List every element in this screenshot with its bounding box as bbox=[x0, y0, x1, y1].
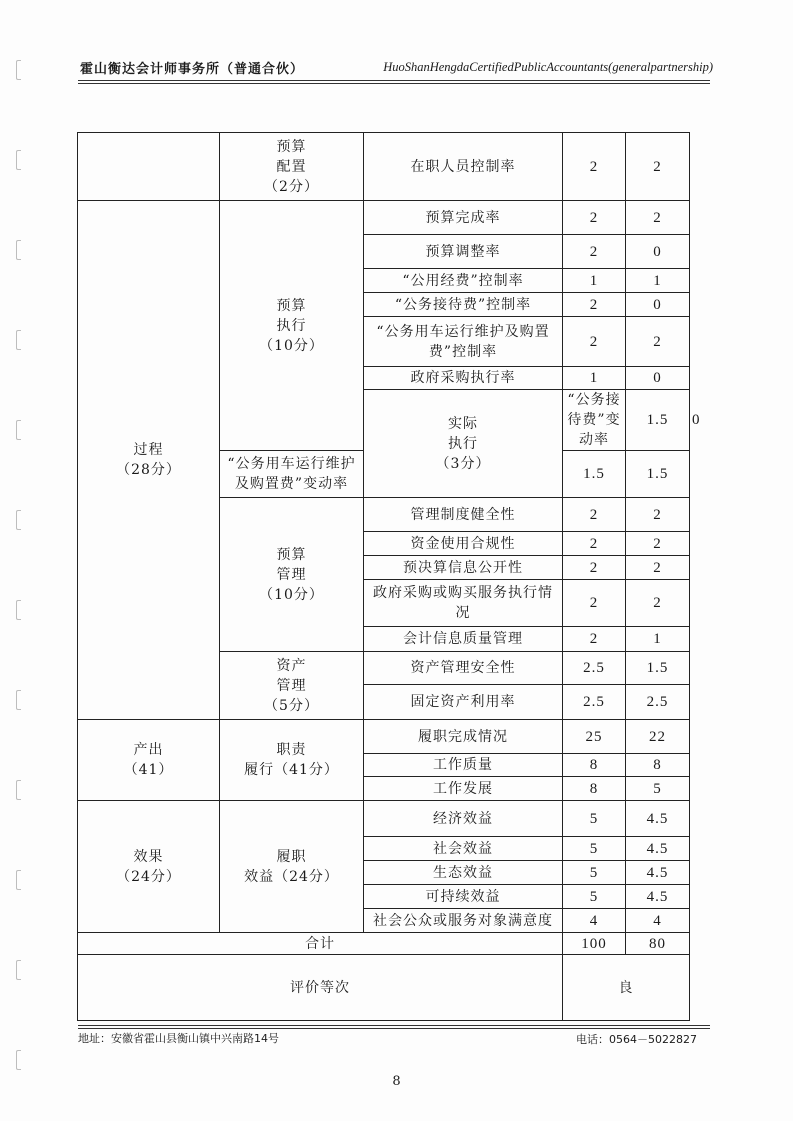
indicator-cell: 政府采购或购买服务执行情况 bbox=[364, 580, 563, 627]
weight-cell: 5 bbox=[563, 885, 626, 909]
indicator-cell: 预决算信息公开性 bbox=[364, 556, 563, 580]
indicator-cell: 资产管理安全性 bbox=[364, 652, 563, 685]
indicator-cell: 社会效益 bbox=[364, 837, 563, 861]
score-cell: 2 bbox=[626, 133, 690, 201]
subcategory-cell: 预算 配置 （2分） bbox=[220, 133, 364, 201]
indicator-cell: 经济效益 bbox=[364, 801, 563, 837]
firm-name-cn: 霍山衡达会计师事务所（普通合伙） bbox=[80, 62, 305, 77]
weight-cell: 5 bbox=[563, 801, 626, 837]
score-cell: 4.5 bbox=[626, 885, 690, 909]
indicator-cell: 可持续效益 bbox=[364, 885, 563, 909]
score-cell: 0 bbox=[626, 235, 690, 269]
weight-cell: 5 bbox=[563, 861, 626, 885]
score-cell: 2 bbox=[626, 201, 690, 235]
grade-label: 评价等次 bbox=[78, 955, 563, 1021]
indicator-cell: “公务接待费”控制率 bbox=[364, 293, 563, 317]
category-cell: 产出 （41） bbox=[78, 720, 220, 801]
header-rule bbox=[78, 80, 710, 81]
evaluation-score-table bbox=[77, 132, 701, 1021]
indicator-cell: 社会公众或服务对象满意度 bbox=[364, 909, 563, 933]
weight-cell: 2 bbox=[563, 317, 626, 367]
weight-cell: 1.5 bbox=[626, 390, 690, 451]
indicator-cell: “公务用车运行维护及购置费”控制率 bbox=[364, 317, 563, 367]
score-cell: 8 bbox=[626, 754, 690, 777]
firm-name-en: HuoShanHengdaCertifiedPublicAccountants(generalpartnership) bbox=[383, 60, 713, 74]
subcategory-cell: 职责 履行（41分） bbox=[220, 720, 364, 801]
weight-cell: 2 bbox=[563, 498, 626, 532]
weight-cell: 2 bbox=[563, 627, 626, 652]
indicator-cell: 资金使用合规性 bbox=[364, 532, 563, 556]
indicator-cell: 固定资产利用率 bbox=[364, 685, 563, 720]
weight-cell: 1.5 bbox=[563, 451, 626, 498]
header-rule-inner bbox=[78, 83, 710, 84]
indicator-cell: 政府采购执行率 bbox=[364, 367, 563, 390]
weight-cell: 5 bbox=[563, 837, 626, 861]
score-cell: 0 bbox=[626, 367, 690, 390]
weight-cell: 2 bbox=[563, 235, 626, 269]
score-cell: 2 bbox=[626, 498, 690, 532]
table-row bbox=[78, 201, 690, 235]
weight-cell: 4 bbox=[563, 909, 626, 933]
table-row bbox=[78, 801, 690, 837]
subcategory-cell: 履职 效益（24分） bbox=[220, 801, 364, 933]
indicator-cell: 预算完成率 bbox=[364, 201, 563, 235]
weight-cell: 1 bbox=[563, 269, 626, 293]
category-cell-empty bbox=[78, 133, 220, 201]
score-cell: 2.5 bbox=[626, 685, 690, 720]
weight-cell: 2 bbox=[563, 201, 626, 235]
score-cell: 1 bbox=[626, 269, 690, 293]
weight-cell: 1 bbox=[563, 367, 626, 390]
grade-row bbox=[78, 955, 690, 1021]
weight-cell: 2.5 bbox=[563, 685, 626, 720]
total-row bbox=[78, 933, 690, 955]
indicator-cell: 会计信息质量管理 bbox=[364, 627, 563, 652]
indicator-cell: 管理制度健全性 bbox=[364, 498, 563, 532]
weight-cell: 2 bbox=[563, 532, 626, 556]
score-cell: 1.5 bbox=[626, 451, 690, 498]
table-row: 实际 执行 （3分） “公务接待费”变动率 1.5 0 bbox=[78, 390, 690, 451]
weight-cell: 2 bbox=[563, 580, 626, 627]
weight-cell: 2.5 bbox=[563, 652, 626, 685]
footer-address: 地址：安徽省霍山县衡山镇中兴南路14号 bbox=[78, 1032, 279, 1045]
weight-cell: 2 bbox=[563, 293, 626, 317]
indicator-cell: 工作质量 bbox=[364, 754, 563, 777]
grade-value: 良 bbox=[563, 955, 690, 1021]
score-cell: 0 bbox=[626, 293, 690, 317]
score-cell: 2 bbox=[626, 317, 690, 367]
table-row bbox=[78, 720, 690, 754]
footer-rule-inner bbox=[78, 1028, 710, 1029]
total-label: 合计 bbox=[78, 933, 563, 955]
score-cell: 4 bbox=[626, 909, 690, 933]
indicator-cell: 生态效益 bbox=[364, 861, 563, 885]
subcategory-cell: 预算 管理 （10分） bbox=[220, 498, 364, 652]
score-cell: 2 bbox=[626, 580, 690, 627]
score-cell: 5 bbox=[626, 777, 690, 801]
weight-cell: 8 bbox=[563, 777, 626, 801]
indicator-cell: 工作发展 bbox=[364, 777, 563, 801]
page-number: 8 bbox=[392, 1074, 401, 1089]
score-cell: 4.5 bbox=[626, 801, 690, 837]
score-cell: 4.5 bbox=[626, 861, 690, 885]
indicator-cell: 在职人员控制率 bbox=[364, 133, 563, 201]
weight-cell: 2 bbox=[563, 133, 626, 201]
category-cell: 效果 （24分） bbox=[78, 801, 220, 933]
score-cell: 2 bbox=[626, 556, 690, 580]
subcategory-cell: 资产 管理 （5分） bbox=[220, 652, 364, 720]
indicator-cell: 履职完成情况 bbox=[364, 720, 563, 754]
total-score: 80 bbox=[626, 933, 690, 955]
binding-holes bbox=[12, 40, 28, 1100]
table-row bbox=[78, 133, 690, 201]
category-cell: 过程 （28分） bbox=[78, 201, 220, 720]
score-cell: 1 bbox=[626, 627, 690, 652]
score-cell: 2 bbox=[626, 532, 690, 556]
footer-phone: 电话：0564－5022827 bbox=[576, 1033, 697, 1046]
weight-cell: 25 bbox=[563, 720, 626, 754]
indicator-cell: 预算调整率 bbox=[364, 235, 563, 269]
score-cell: 4.5 bbox=[626, 837, 690, 861]
total-weight: 100 bbox=[563, 933, 626, 955]
indicator-cell: “公用经费”控制率 bbox=[364, 269, 563, 293]
weight-cell: 2 bbox=[563, 556, 626, 580]
indicator-cell: “公务接待费”变动率 bbox=[563, 390, 626, 451]
subcategory-cell: 预算 执行 （10分） bbox=[220, 201, 364, 451]
score-cell: 1.5 bbox=[626, 652, 690, 685]
weight-cell: 8 bbox=[563, 754, 626, 777]
footer-rule bbox=[78, 1025, 710, 1026]
score-cell: 22 bbox=[626, 720, 690, 754]
subcategory-cell: 实际 执行 （3分） bbox=[364, 390, 563, 498]
indicator-cell: “公务用车运行维护及购置费”变动率 bbox=[220, 451, 364, 498]
